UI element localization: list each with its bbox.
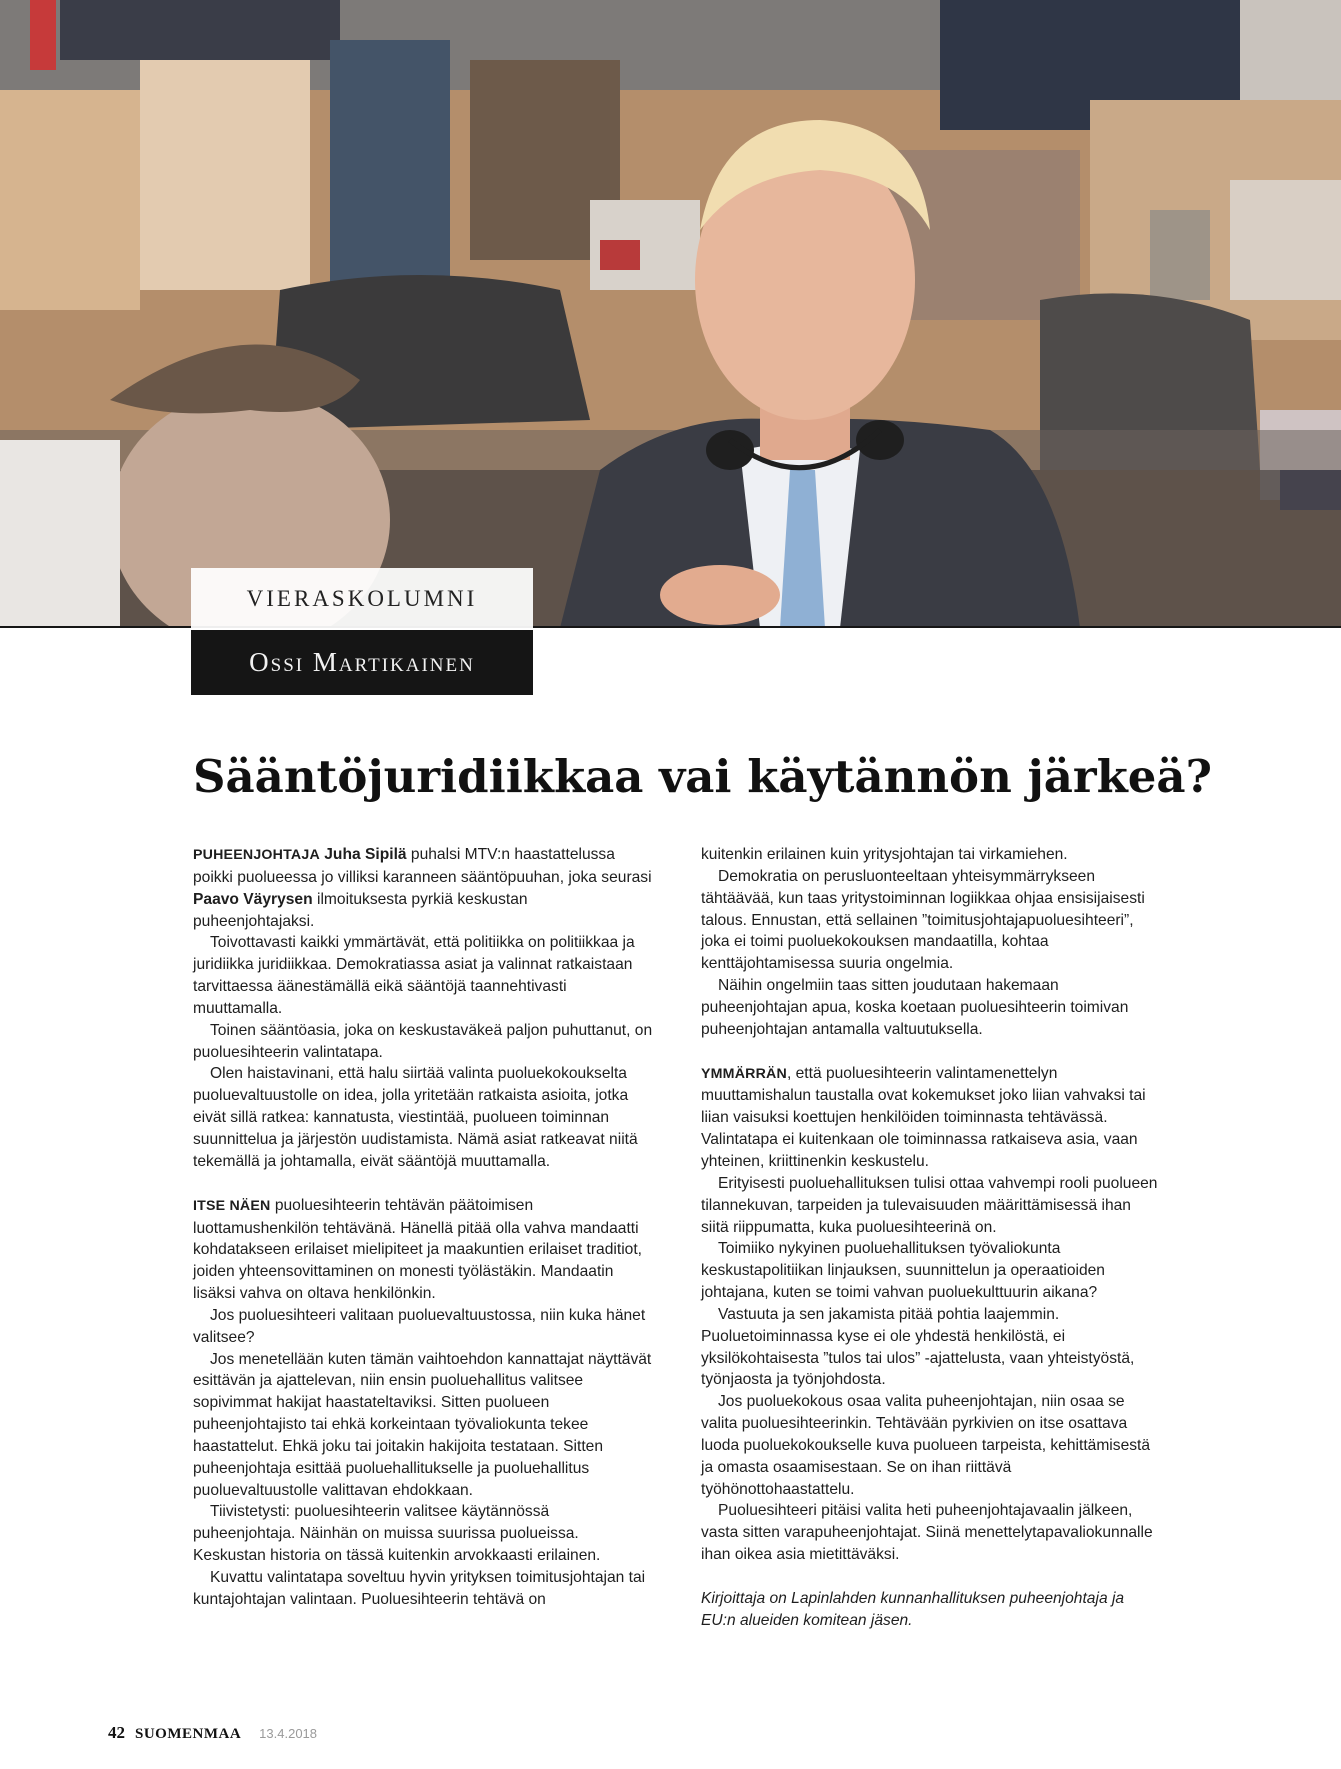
article-title: Sääntöjuridiikkaa vai käytännön järkeä? [193, 750, 1212, 803]
paragraph-text: ilmoituksesta pyrkiä keskustan puheenjohtajaksi. [193, 890, 528, 930]
magazine-name: SUOMENMAA [135, 1726, 242, 1742]
issue-date: 13.4.2018 [259, 1726, 318, 1741]
paragraph: Toinen sääntöasia, joka on keskustaväkeä paljon puhuttanut, on puoluesihteerin valintatapa. [193, 1021, 653, 1061]
author-badge: Ossi Martikainen [191, 630, 533, 695]
paragraph [193, 1195, 653, 1305]
page-footer [108, 1723, 317, 1743]
paragraph [701, 1063, 1161, 1173]
paragraph-text: puoluesihteerin tehtävän päätoimisen luottamushenkilön tehtävänä. Hänellä pitää olla vahva mandaatti kohdatakseen erilaiset mielipiteet ja maakuntien erilaiset traditiot, joiden yhteensovittaminen on monesti työlästäkin. Mandaatin lisäksi vahva on oltava henkilönkin. [193, 1196, 642, 1303]
paragraph: Näihin ongelmiin taas sitten joudutaan hakemaan puheenjohtajan apua, koska koetaan puoluesihteerin toimivan puheenjohtajan antamalla valtuutuksella. [701, 977, 1129, 1038]
person-name: Juha Sipilä [324, 846, 407, 863]
paragraph: Jos puoluekokous osaa valita puheenjohtajan, niin osaa se valita puoluesihteerinkin. Tehtävään pyrkivien on itse osattava luoda puoluekokoukselle kuva puolueen tarpeista, kehittämisestä ja omasta osaamisestaan. Se on ihan riittävä työhönottohaastattelu. [701, 1393, 1151, 1498]
lead-word: PUHEENJOHTAJA [193, 847, 320, 863]
paragraph: Toivottavasti kaikki ymmärtävät, että politiikka on politiikkaa ja juridiikka juridiikkaa. Demokratiassa asiat ja valinnat ratkaistaan tarvittaessa äänestämällä eikä sääntöjä taannehtivasti muuttamalla. [193, 934, 635, 1017]
person-name: Paavo Väyrysen [193, 890, 313, 908]
author-bio: Kirjoittaja on Lapinlahden kunnanhallituksen puheenjohtaja ja EU:n alueiden komitean jäsen. [701, 1590, 1125, 1629]
paragraph: Kuvattu valintatapa soveltuu hyvin yrityksen toimitusjohtajan tai kuntajohtajan valintaan. Puoluesihteerin tehtävä on [193, 1569, 646, 1608]
paragraph: Puoluesihteeri pitäisi valita heti puheenjohtajavaalin jälkeen, vasta sitten varapuheenjohtajat. Siinä menettelytapavaliokunnalle ihan oikea asia mietittäväksi. [701, 1502, 1153, 1564]
page-number: 42 [108, 1723, 125, 1742]
lead-word: YMMÄRRÄN [701, 1065, 787, 1082]
paragraph-text: puhalsi MTV:n haastattelussa poikki puolueessa jo villiksi karanneen sääntöpuuhan, joka seurasi [193, 846, 652, 886]
lead-word: ITSE NÄEN [193, 1197, 271, 1214]
paragraph-text: , että puoluesihteerin valintamenettelyn muuttamishalun taustalla ovat kokemukset joko liian vahvaksi tai liian vaisuksi koettujen henkilöiden toiminnasta tehtävässä. Valintatapa ei kuitenkaan ole toiminnassa ratkaiseva asia, vaan yhteinen, kriittinenkin keskustelu. [701, 1064, 1146, 1170]
header-photo [0, 0, 1341, 628]
article-column-right [701, 844, 1161, 1632]
article-column-left [193, 844, 653, 1611]
photo-illustration [0, 0, 1341, 628]
paragraph: Tiivistetysti: puoluesihteerin valitsee käytännössä puheenjohtaja. Näinhän on muissa suurissa puolueissa. Keskustan historia on tässä kuitenkin arvokkaasti erilainen. [193, 1503, 601, 1565]
paragraph: Erityisesti puoluehallituksen tulisi ottaa vahvempi rooli puolueen tilannekuvan, tarpeiden ja tulevaisuuden määrittämisessä ihan siitä riippumatta, kuka puoluesihteerinä on. [701, 1174, 1158, 1236]
paragraph [193, 844, 653, 932]
paragraph: Jos menetellään kuten tämän vaihtoehdon kannattajat näyttävät esittävän ja ajattelevan, niin ensin puoluehallitus valitsee sopivimmat hakijat haastateltaviksi. Sitten puolueen puheenjohtajisto tai ehkä korkeintaan työvaliokunta tekee haastattelut. Ehkä joku tai joitakin hakijoita testataan. Sitten puheenjohtaja esittää puoluehallitukselle ja puoluehallitus puoluevaltuustolle valittavan ehdokkaan. [193, 1350, 652, 1499]
paragraph: kuitenkin erilainen kuin yritysjohtajan tai virkamiehen. [701, 846, 1068, 863]
paragraph: Vastuuta ja sen jakamista pitää pohtia laajemmin. Puoluetoiminnassa kyse ei ole yhdestä henkilöstä, ei yksilökohtaisesta ”tulos tai ulos” -ajattelusta, vaan yhteistyöstä, työnjaosta ja työnjohdosta. [701, 1305, 1135, 1389]
paragraph: Toimiiko nykyinen puoluehallituksen työvaliokunta keskustapolitiikan linjauksen, suunnittelun ja operaatioiden johtajana, kuten se toimi vahvan puoluekulttuurin aikana? [701, 1240, 1105, 1302]
section-label: VIERASKOLUMNI [191, 568, 533, 629]
paragraph: Olen haistavinani, että halu siirtää valinta puoluekokoukselta puoluevaltuustolle on idea, jolla yritetään ratkaista asioita, jotka eivät sillä ratkea: kannatusta, viestintää, puolueen toiminnan suunnittelua ja järjestön uudistamista. Nämä asiat ratkeavat niitä tekemällä ja johtamalla, eivät sääntöjä muuttamalla. [193, 1065, 638, 1170]
paragraph: Jos puoluesihteeri valitaan puoluevaltuustossa, niin kuka hänet valitsee? [193, 1306, 646, 1346]
paragraph: Demokratia on perusluonteeltaan yhteisymmärrykseen tähtäävää, kun taas yritystoiminnan logiikkaa ohjaa ensisijaisesti talous. Ennustan, että sellainen ”toimitusjohtajapuoluesihteeri”, joka ei toimi puoluekokouksen mandaatilla, kohtaa kenttäjohtamisessa suuria ongelmia. [701, 867, 1145, 973]
